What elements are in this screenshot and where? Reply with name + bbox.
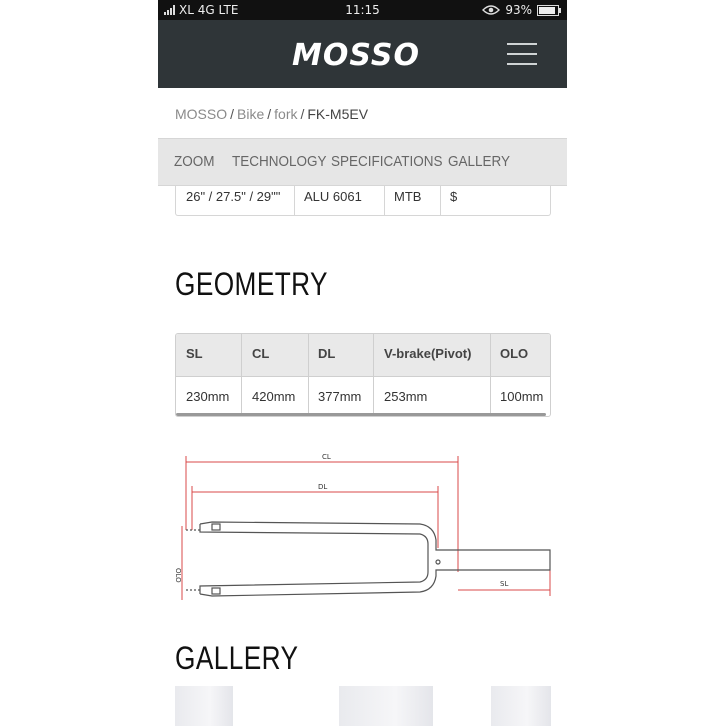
gallery-thumbnail[interactable] xyxy=(491,686,551,726)
breadcrumb-separator: / xyxy=(300,106,305,122)
eye-icon xyxy=(482,5,500,15)
tab-specifications[interactable]: SPECIFICATIONS xyxy=(331,153,443,170)
geometry-header-vbrake: V-brake(Pivot) xyxy=(384,346,472,361)
geometry-header-olo: OLO xyxy=(500,346,529,361)
geometry-table-header xyxy=(176,334,550,377)
table-horizontal-scrollbar[interactable] xyxy=(176,413,546,416)
geometry-value-cl: 420mm xyxy=(252,389,296,404)
hamburger-menu-icon[interactable] xyxy=(507,42,537,66)
breadcrumb-separator: / xyxy=(230,106,235,122)
gallery-heading: GALLERY xyxy=(175,640,299,676)
gallery-thumbnail[interactable] xyxy=(339,686,433,726)
specifications-table-row xyxy=(175,185,551,216)
gallery-thumbnail[interactable] xyxy=(175,686,233,726)
fork-outline xyxy=(186,522,550,596)
breadcrumb-link-home[interactable]: MOSSO xyxy=(175,106,228,122)
geometry-header-sl: SL xyxy=(186,346,203,361)
phone-screen xyxy=(158,0,567,726)
geometry-table xyxy=(175,333,551,417)
site-logo[interactable]: MOSSO xyxy=(292,38,421,73)
tab-gallery[interactable]: GALLERY xyxy=(448,153,511,170)
diagram-label-cl: CL xyxy=(322,453,331,461)
geometry-value-olo: 100mm xyxy=(500,389,544,404)
status-bar xyxy=(158,0,567,20)
section-tabs xyxy=(158,138,567,186)
geometry-value-sl: 230mm xyxy=(186,389,230,404)
breadcrumb-current: FK-M5EV xyxy=(307,106,369,122)
spec-price: $ xyxy=(450,189,458,204)
tab-technology[interactable]: TECHNOLOGY xyxy=(232,153,327,170)
diagram-label-olo: OLO xyxy=(174,568,182,583)
diagram-label-sl: SL xyxy=(500,580,509,588)
geometry-value-dl: 377mm xyxy=(318,389,362,404)
tab-zoom[interactable]: ZOOM xyxy=(174,153,215,170)
breadcrumb-separator: / xyxy=(267,106,272,122)
geometry-heading: GEOMETRY xyxy=(175,266,328,302)
breadcrumb-link-fork[interactable]: fork xyxy=(274,106,298,122)
carrier-label: XL 4G LTE xyxy=(179,3,239,17)
spec-type: MTB xyxy=(394,189,422,204)
spec-wheel-size: 26" / 27.5" / 29"" xyxy=(186,189,281,204)
battery-icon xyxy=(537,5,559,16)
diagram-label-dl: DL xyxy=(318,483,328,491)
fork-geometry-diagram xyxy=(172,440,554,610)
breadcrumb xyxy=(175,106,368,122)
breadcrumb-link-bike[interactable]: Bike xyxy=(237,106,265,122)
site-header xyxy=(158,20,567,88)
battery-percent: 93% xyxy=(505,3,532,17)
spec-material: ALU 6061 xyxy=(304,189,362,204)
clock: 11:15 xyxy=(345,3,380,17)
geometry-header-dl: DL xyxy=(318,346,336,361)
geometry-header-cl: CL xyxy=(252,346,270,361)
geometry-value-vbrake: 253mm xyxy=(384,389,428,404)
